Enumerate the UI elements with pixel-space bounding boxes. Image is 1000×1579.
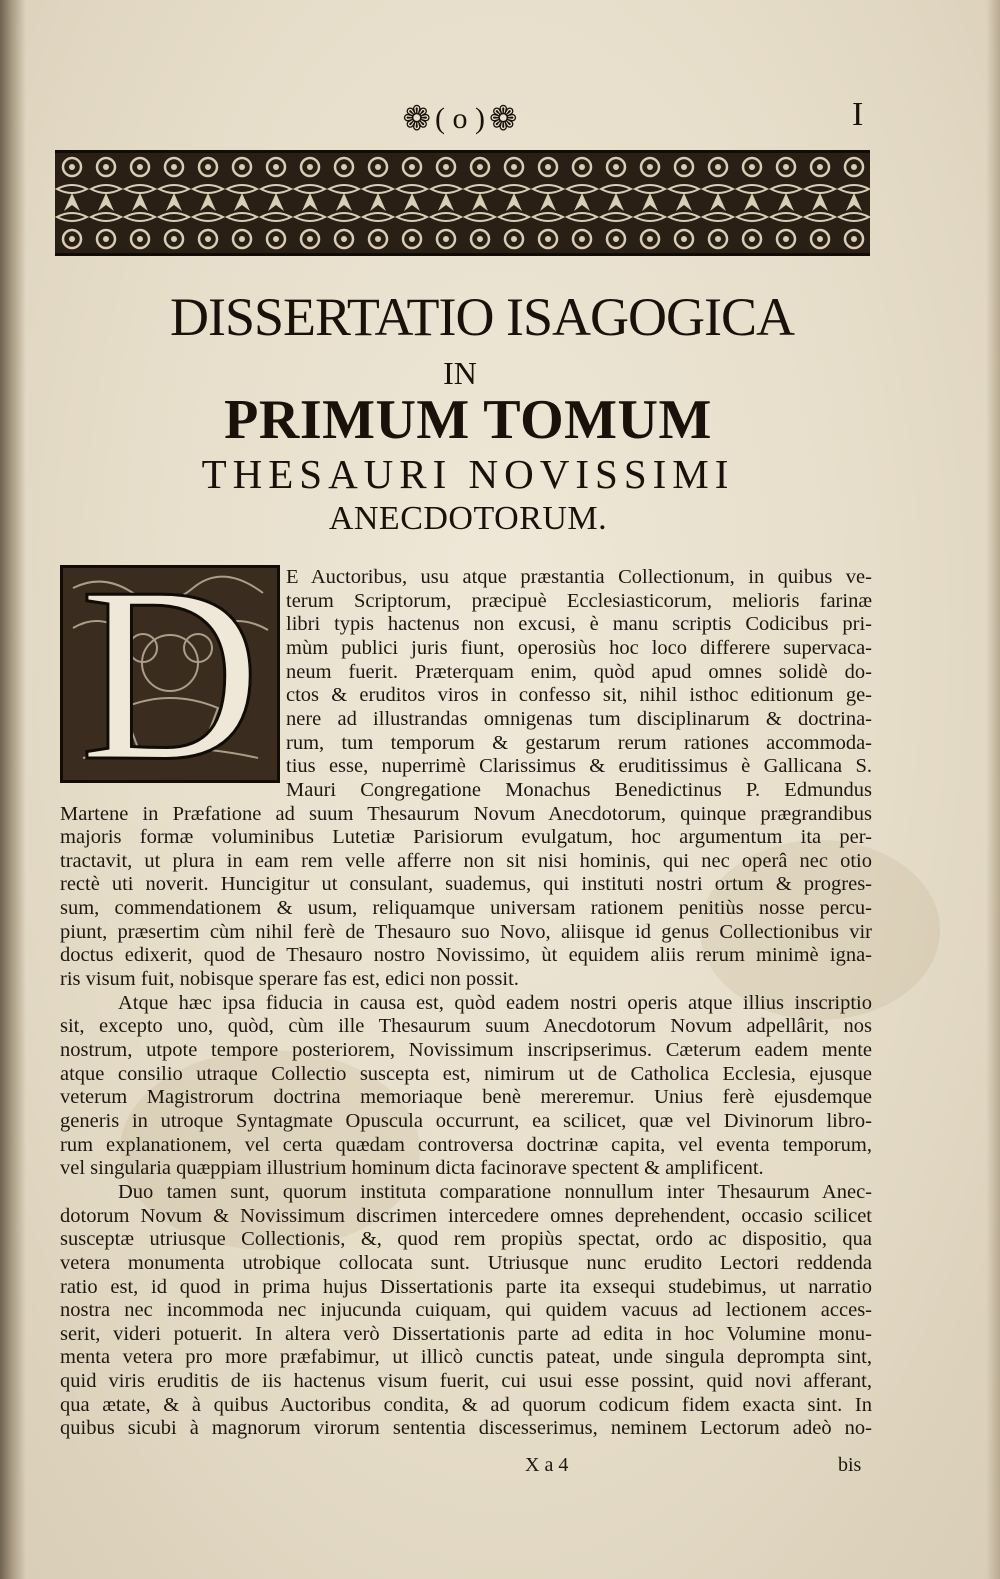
text-line: serit, videri potuerit. In altera verò Dissertationis parte ad edita in hoc Volumine monu- (60, 1322, 872, 1345)
signature-mark: X a 4 (525, 1454, 569, 1476)
text-line: tractavit, ut plura in eam rem velle afferre non sit nisi hominis, qui nec operâ nec otio (60, 849, 872, 872)
text-line: piunt, præsertim cùm nihil ferè de Thesauro suo Novo, aliisque id genus Collectionibus vir (60, 920, 872, 943)
text-line: rum explanationem, vel certa quædam controversa doctrinæ capita, vel eventa temporum, (60, 1133, 872, 1156)
text-line: nostra nec incommoda nec injucunda cuiquam, qui quidem vacuus ad lectionem acces- (60, 1299, 872, 1322)
text-line: E Auctoribus, usu atque præstantia Collectionum, in quibus ve- (286, 566, 872, 588)
binding-shadow (0, 0, 26, 1579)
text-line: Atque hæc ipsa fiducia in causa est, quòd eadem nostri operis atque illius inscriptio (118, 991, 872, 1014)
text-line: ris visum fuit, nobisque sperare fas est, edici non possit. (60, 968, 519, 991)
running-head-label: ( o ) (435, 102, 485, 135)
text-line: generis in utroque Syntagmate Opuscula occurrunt, ea scilicet, quæ vel Divinorum libro- (60, 1109, 872, 1132)
text-line: terum Scriptorum, præcipuè Ecclesiasticorum, melioris farinæ (286, 589, 872, 612)
text-line: ctos & eruditos viros in confesso sit, nihil isthoc editionum ge- (286, 684, 872, 707)
text-line: doctus edixerit, quod de Thesauro nostro Novissimo, ùt equidem aliis rerum minimè igna- (60, 944, 872, 967)
initial-letter: D (79, 568, 261, 780)
text-line: veterum Magistrorum doctrina memoriaque benè mereremur. Unius ferè ejusdemque (60, 1086, 872, 1109)
title-line-5: ANECDOTORUM. (328, 500, 608, 537)
rosette-ornament: ❁ (488, 101, 518, 138)
text-line: sit, excepto uno, quòd, cùm ille Thesaurum suum Anecdotorum Novum adpellârit, nos (60, 1015, 872, 1038)
title-line-2: IN (443, 355, 477, 391)
text-line: vel singularia quæppiam illustrium hominum dicta facinorave spectent & amplificent. (60, 1157, 764, 1180)
text-line: susceptæ utriusque Collectionis, &, quod rem propiùs spectat, ordo ac dispositio, qua (60, 1228, 872, 1251)
decorated-initial (60, 565, 280, 783)
text-line: neum fuerit. Præterquam enim, quòd apud omnes solidè do- (286, 660, 872, 683)
text-line: mùm publici juris fiunt, operosiùs hoc loco differere supervaca- (286, 636, 872, 659)
text-line: dotorum Novum & Novissimum discrimen intercedere omnes deprehendent, occasio scilicet (60, 1204, 872, 1227)
text-line: nostrum, utpote tempore posteriorem, Novissimum inscripserimus. Cæterum eadem mente (60, 1039, 872, 1061)
title-line-4: THESAURI NOVISSIMI (201, 451, 735, 497)
text-line: menta vetera pro more præfabimur, ut illicò cunctis pateat, unde singula deprompta sint, (60, 1346, 872, 1369)
text-line: ratio est, id quod in prima hujus Dissertationis parte ita exsequi studebimus, ut narratio (60, 1275, 872, 1298)
text-line: libri typis hactenus non excusi, è manu scriptis Codicibus pri- (286, 613, 872, 636)
title-line-3: PRIMUM TOMUM (224, 389, 712, 451)
catchword: bis (838, 1454, 862, 1476)
text-line: quibus sicubi à magnorum virorum sententia discesserimus, neminem Lectorum adeò no- (60, 1417, 872, 1440)
text-line: tius esse, nuperrimè Clarissimus & eruditissimus è Gallicana S. (286, 755, 872, 778)
text-line: vetera monumenta utrobique collocata sunt. Utriusque nunc erudito Lectori reddenda (60, 1251, 872, 1274)
text-line: sum, commendationem & usum, reliquamque universam rationem penitiùs nosse percu- (60, 897, 872, 920)
text-line: atque consilio utraque Collectio suscepta est, nimirum ut de Catholica Ecclesia, ejusque (60, 1062, 872, 1085)
rosette-ornament: ❁ (402, 101, 431, 138)
text-line: nere ad illustrandas omnigenas tum disciplinarum & doctrina- (286, 707, 872, 730)
text-line: Martene in Præfatione ad suum Thesaurum Novum Anecdotorum, quinque prægrandibus (60, 802, 872, 825)
page-edge-shadow (986, 0, 1000, 1579)
text-line: quid viris eruditis de iis hactenus visum fuerit, cui usui esse possint, quid novi afferant, (60, 1370, 872, 1393)
text-line: Duo tamen sunt, quorum instituta comparatione nonnullum inter Thesaurum Anec- (118, 1180, 872, 1203)
text-line: rectè uti noverit. Huncigitur ut consulant, suademus, qui instituti nostri ortum & progres- (60, 873, 872, 896)
running-head (360, 98, 560, 140)
title-line-1: DISSERTATIO ISAGOGICA (170, 287, 794, 347)
page-number: I (852, 96, 864, 133)
ornamental-headpiece (55, 150, 870, 256)
text-line: majoris formæ voluminibus Lutetiæ Parisiorum evulgatum, hoc argumentum ita per- (60, 826, 872, 849)
text-line: qua ætate, & à quibus Auctoribus condita, & ad quorum codicum fidem exacta sint. In (60, 1393, 872, 1416)
text-line: rum, tum temporum & gestarum rerum rationes accommoda- (286, 731, 872, 754)
text-line: Mauri Congregatione Monachus Benedictinus P. Edmundus (286, 778, 872, 801)
